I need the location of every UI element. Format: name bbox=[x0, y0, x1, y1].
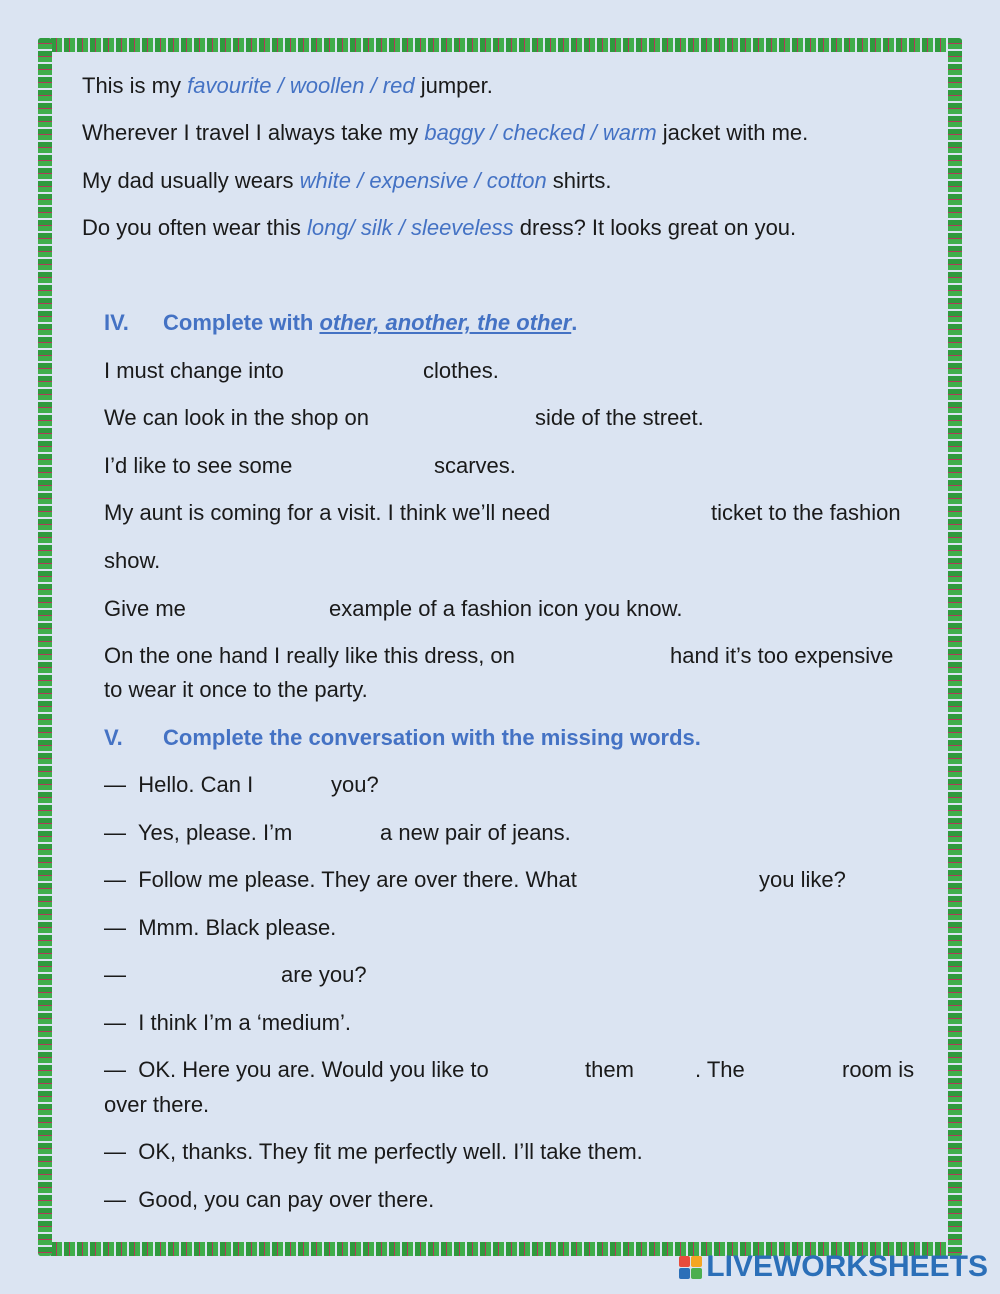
dialogue-line-7-mid2: . The bbox=[695, 1057, 745, 1082]
answer-blank[interactable] bbox=[620, 866, 752, 894]
answer-blank[interactable] bbox=[646, 1056, 690, 1084]
dialogue-line-8: — OK, thanks. They fit me perfectly well. I’ll take them. bbox=[104, 1139, 643, 1164]
dialogue-line-6: — I think I’m a ‘medium’. bbox=[104, 1010, 351, 1035]
dialogue-line-3: — Follow me please. They are over there. What bbox=[104, 867, 577, 892]
dialogue-line-3-end: you like? bbox=[759, 867, 846, 892]
dialogue-line-7-end: room is bbox=[842, 1057, 915, 1082]
dialogue-line-4: — Mmm. Black please. bbox=[104, 915, 337, 940]
answer-blank[interactable] bbox=[264, 771, 326, 799]
answer-blank[interactable] bbox=[194, 595, 324, 623]
sentence-3: My dad usually wears white / expensive / cotton shirts. bbox=[82, 168, 612, 193]
dialogue-line-5: — bbox=[104, 962, 126, 987]
iv-item-6-cont: to wear it once to the party. bbox=[104, 677, 368, 702]
answer-blank[interactable] bbox=[396, 404, 530, 432]
iv-item-5: Give me bbox=[104, 596, 186, 621]
answer-blank[interactable] bbox=[526, 1056, 578, 1084]
iv-item-2-end: side of the street. bbox=[535, 405, 704, 430]
options[interactable]: baggy / checked / warm bbox=[424, 120, 657, 145]
iv-item-4: My aunt is coming for a visit. I think we’ll need bbox=[104, 500, 551, 525]
liveworksheets-logo bbox=[679, 1250, 988, 1284]
sentence-1: This is my favourite / woollen / red jumper. bbox=[82, 73, 493, 98]
iv-item-6: On the one hand I really like this dress, on bbox=[104, 643, 515, 668]
dialogue-line-1: — Hello. Can I bbox=[104, 772, 254, 797]
sentence-2: Wherever I travel I always take my baggy / checked / warm jacket with me. bbox=[82, 120, 809, 145]
logo-text: LIVEWORKSHEETS bbox=[706, 1250, 988, 1283]
iv-item-6-end: hand it’s too expensive bbox=[670, 643, 894, 668]
dialogue-line-2-end: a new pair of jeans. bbox=[380, 820, 571, 845]
iv-item-3: I’d like to see some bbox=[104, 453, 293, 478]
dialogue-line-7-mid: them bbox=[585, 1057, 634, 1082]
answer-blank[interactable] bbox=[600, 499, 704, 527]
dialogue-line-5-end: are you? bbox=[281, 962, 367, 987]
answer-blank[interactable] bbox=[302, 357, 418, 385]
answer-blank[interactable] bbox=[758, 1056, 834, 1084]
iv-item-5-end: example of a fashion icon you know. bbox=[329, 596, 683, 621]
section-iv-heading: IV. Complete with other, another, the other. bbox=[104, 310, 578, 335]
section-v-heading: V. Complete the conversation with the missing words. bbox=[104, 725, 701, 750]
options[interactable]: favourite / woollen / red bbox=[187, 73, 415, 98]
iv-item-3-end: scarves. bbox=[434, 453, 516, 478]
iv-item-4-end: ticket to the fashion bbox=[711, 500, 901, 525]
dialogue-line-9: — Good, you can pay over there. bbox=[104, 1187, 435, 1212]
dialogue-line-2: — Yes, please. I’m bbox=[104, 820, 293, 845]
options[interactable]: white / expensive / cotton bbox=[299, 168, 547, 193]
dialogue-line-7-cont: over there. bbox=[104, 1092, 210, 1117]
answer-blank[interactable] bbox=[306, 819, 374, 847]
iv-item-1: I must change into bbox=[104, 358, 284, 383]
answer-blank[interactable] bbox=[140, 961, 274, 989]
iv-item-2: We can look in the shop on bbox=[104, 405, 369, 430]
iv-item-1-end: clothes. bbox=[423, 358, 499, 383]
iv-item-4-cont: show. bbox=[104, 548, 161, 573]
sentence-4: Do you often wear this long/ silk / sleeveless dress? It looks great on you. bbox=[82, 215, 797, 240]
dialogue-line-1-end: you? bbox=[331, 772, 379, 797]
logo-mark-icon bbox=[679, 1256, 702, 1279]
answer-blank[interactable] bbox=[553, 642, 665, 670]
answer-blank[interactable] bbox=[310, 452, 428, 480]
dialogue-line-7: — OK. Here you are. Would you like to bbox=[104, 1057, 489, 1082]
options[interactable]: long/ silk / sleeveless bbox=[307, 215, 514, 240]
